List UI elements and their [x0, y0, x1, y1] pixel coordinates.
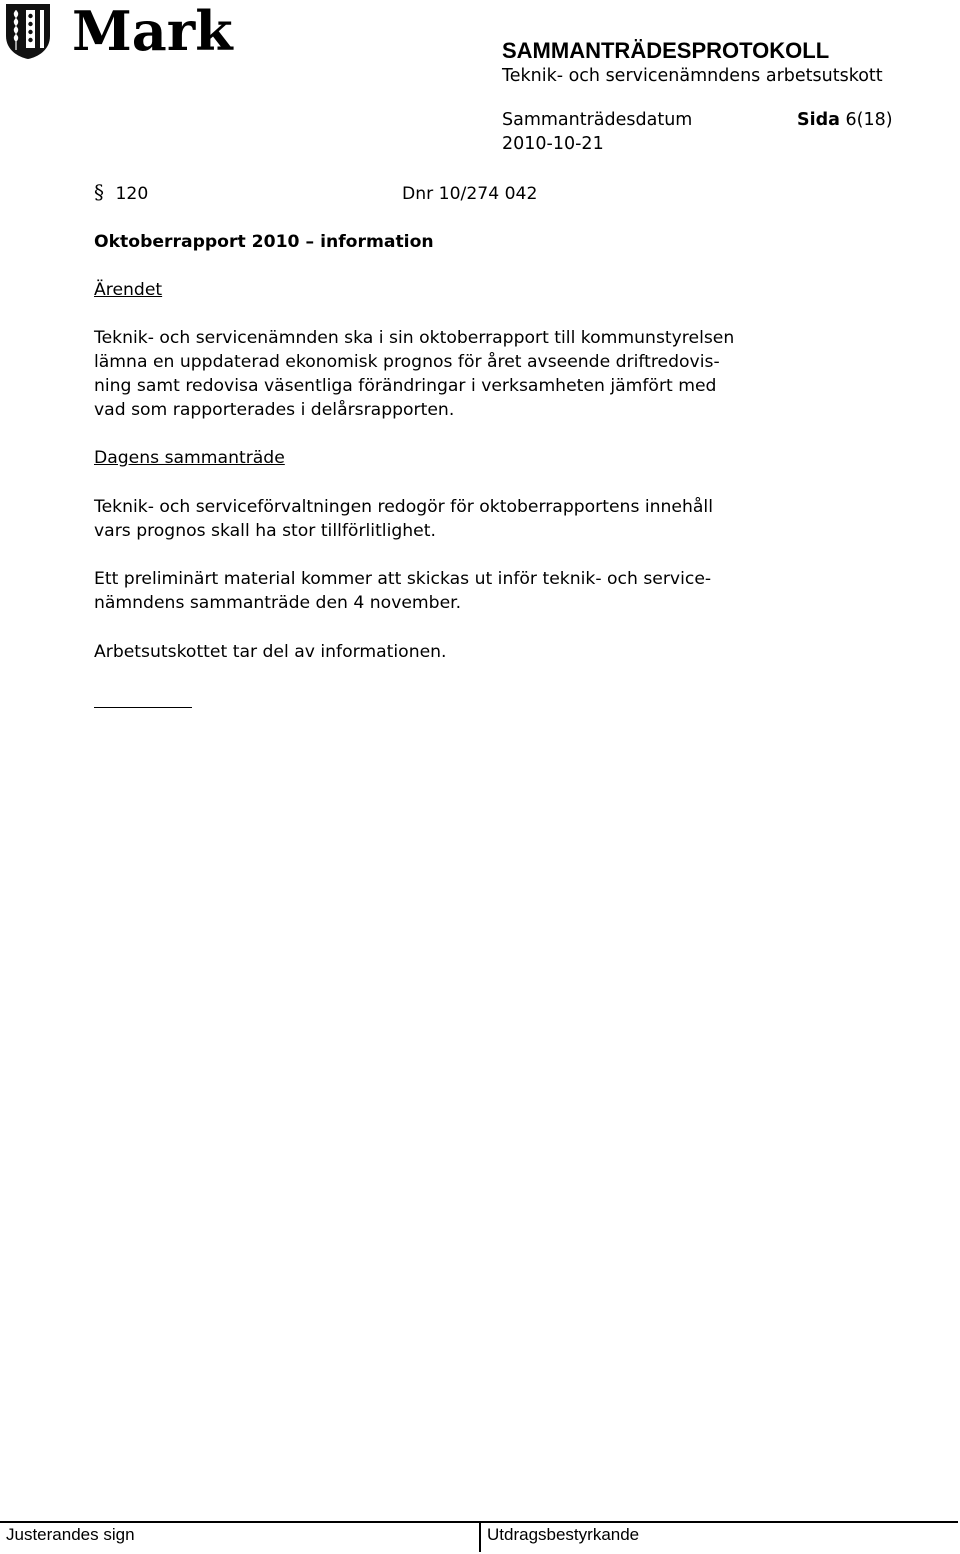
text-line: vad som rapporterades i delårsrapporten.: [94, 400, 455, 420]
utdragsbestyrkande-label: Utdragsbestyrkande: [487, 1525, 640, 1544]
text-line: Teknik- och servicenämnden ska i sin oktoberrapport till kommunstyrelsen: [94, 328, 735, 348]
text-line: ning samt redovisa väsentliga förändringar i verksamheten jämfört med: [94, 376, 717, 396]
dnr-reference: Dnr 10/274 042: [402, 184, 538, 204]
meeting-date-label: Sammanträdesdatum: [502, 110, 693, 130]
justerandes-sign-label: Justerandes sign: [6, 1525, 135, 1544]
paragraph-sign-icon: §: [94, 180, 104, 204]
text-line: nämndens sammanträde den 4 november.: [94, 593, 462, 613]
page-indicator: [797, 110, 893, 130]
section-title: Oktoberrapport 2010 – information: [94, 232, 434, 252]
text-line: Ett preliminärt material kommer att skickas ut inför teknik- och service-: [94, 569, 712, 589]
dagens-paragraph-1: [94, 495, 713, 543]
dagens-paragraph-2: [94, 567, 711, 615]
protocol-title: SAMMANTRÄDESPROTOKOLL: [502, 38, 830, 63]
arendet-text: [94, 326, 734, 422]
page-label: Sida: [797, 110, 840, 130]
dagens-paragraph-3: Arbetsutskottet tar del av informationen.: [94, 642, 447, 662]
text-line: lämna en uppdaterad ekonomisk prognos för året avseende driftredovis-: [94, 352, 720, 372]
section-end-rule: [94, 707, 192, 708]
committee-name: Teknik- och servicenämndens arbetsutskott: [502, 66, 883, 86]
coat-of-arms-icon: [4, 2, 52, 60]
logo-wordmark: Mark: [72, 0, 233, 63]
heading-dagens-sammantrade: Dagens sammanträde: [94, 448, 285, 468]
municipality-logo: [4, 2, 234, 62]
text-line: vars prognos skall ha stor tillförlitlighet.: [94, 521, 436, 541]
footer-divider: [479, 1521, 481, 1552]
section-paragraph: [94, 180, 148, 206]
text-line: Teknik- och serviceförvaltningen redogör för oktoberrapportens innehåll: [94, 497, 713, 517]
heading-arendet: Ärendet: [94, 280, 163, 300]
meeting-date-value: 2010-10-21: [502, 134, 604, 154]
page-value: 6(18): [845, 110, 893, 130]
section-number: 120: [115, 184, 149, 204]
